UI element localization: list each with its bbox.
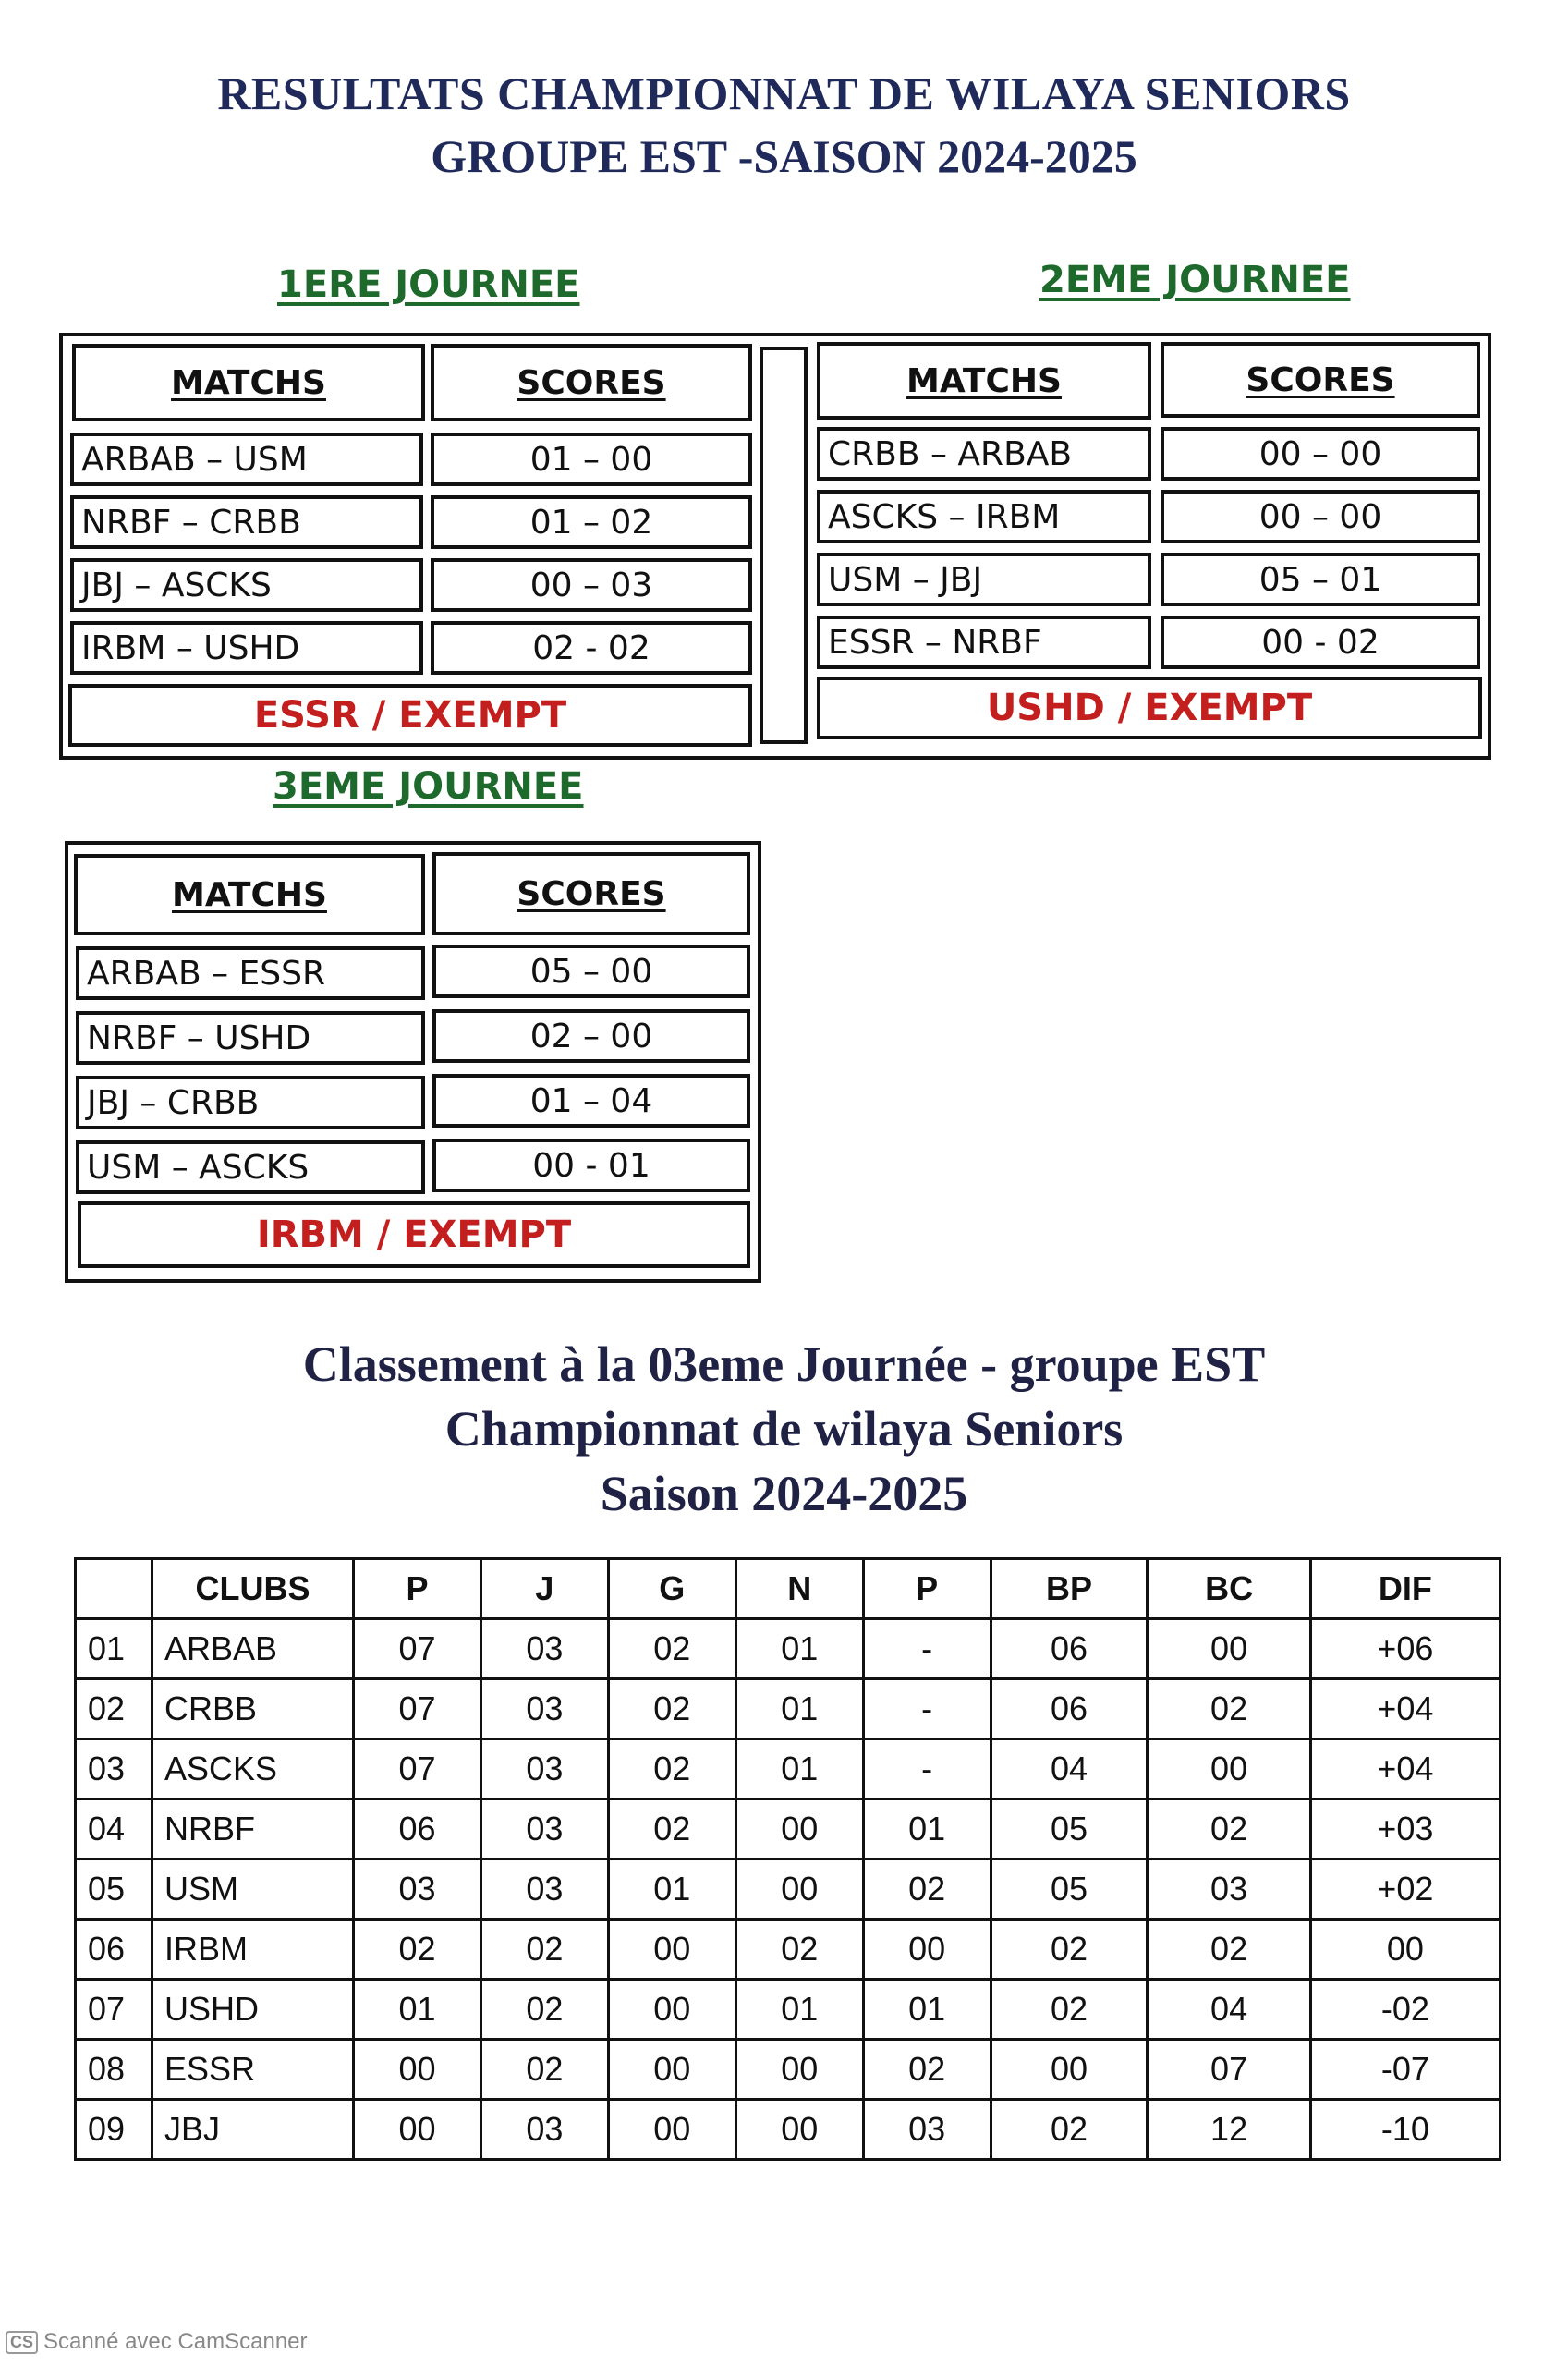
standings-bp-cell: 05 [991, 1799, 1148, 1860]
standings-nuls-cell: 00 [735, 1799, 863, 1860]
standings-perdus-cell: 00 [863, 1920, 991, 1980]
standings-bp-cell: 02 [991, 1920, 1148, 1980]
standings-nuls-cell: 02 [735, 1920, 863, 1980]
classement-title-1: Classement à la 03eme Journée - groupe EST [302, 1336, 1266, 1392]
journee-1-score-4: 02 - 02 [431, 621, 752, 675]
standings-row [76, 2040, 1501, 2100]
journee-1-match-3: JBJ – ASCKS [70, 558, 423, 612]
journee-3-exempt: IRBM / EXEMPT [78, 1201, 750, 1268]
standings-bc-cell: 12 [1148, 2100, 1310, 2160]
standings-gagnes-cell: 02 [608, 1799, 735, 1860]
col-nuls: N [735, 1559, 863, 1619]
standings-row [76, 1679, 1501, 1739]
col-gagnes: G [608, 1559, 735, 1619]
standings-dif-cell: +02 [1310, 1860, 1500, 1920]
standings-nuls-cell: 01 [735, 1619, 863, 1679]
standings-perdus-cell: 02 [863, 1860, 991, 1920]
standings-row [76, 1980, 1501, 2040]
journee-1-score-1: 01 – 00 [431, 433, 752, 486]
standings-bc-cell: 02 [1148, 1799, 1310, 1860]
standings-gagnes-cell: 00 [608, 1920, 735, 1980]
standings-rank-cell: 02 [76, 1679, 152, 1739]
journee-3-score-4: 00 - 01 [432, 1139, 750, 1192]
journee-3-title: 3EME JOURNEE [273, 765, 584, 808]
standings-nuls-cell: 01 [735, 1739, 863, 1799]
standings-bp-cell: 06 [991, 1619, 1148, 1679]
standings-dif-cell: -10 [1310, 2100, 1500, 2160]
standings-club-cell: JBJ [152, 2100, 354, 2160]
standings-joues-cell: 03 [480, 1619, 608, 1679]
journee-2-scores-header: SCORES [1161, 342, 1480, 418]
journee-3-scores-header: SCORES [432, 852, 750, 935]
journee-1-matchs-header: MATCHS [72, 344, 425, 421]
standings-club-cell: USHD [152, 1980, 354, 2040]
standings-points-cell: 07 [354, 1739, 481, 1799]
col-dif: DIF [1310, 1559, 1500, 1619]
journee-2-exempt: USHD / EXEMPT [817, 677, 1482, 739]
standings-bp-cell: 02 [991, 1980, 1148, 2040]
standings-row [76, 1920, 1501, 1980]
standings-gagnes-cell: 02 [608, 1619, 735, 1679]
standings-bp-cell: 00 [991, 2040, 1148, 2100]
standings-rank-cell: 08 [76, 2040, 152, 2100]
standings-nuls-cell: 01 [735, 1679, 863, 1739]
standings-gagnes-cell: 00 [608, 2100, 735, 2160]
page-title-line-2: GROUPE EST -SAISON 2024-2025 [431, 130, 1137, 182]
standings-joues-cell: 02 [480, 1920, 608, 1980]
col-points: P [354, 1559, 481, 1619]
col-rank [76, 1559, 152, 1619]
standings-row [76, 1739, 1501, 1799]
standings-joues-cell: 03 [480, 1799, 608, 1860]
standings-gagnes-cell: 02 [608, 1739, 735, 1799]
standings-rank-cell: 04 [76, 1799, 152, 1860]
journee-3-score-2: 02 – 00 [432, 1009, 750, 1063]
journee-3-score-1: 05 – 00 [432, 945, 750, 998]
standings-club-cell: ASCKS [152, 1739, 354, 1799]
standings-header-row [76, 1559, 1501, 1619]
standings-joues-cell: 03 [480, 1739, 608, 1799]
standings-dif-cell: +04 [1310, 1679, 1500, 1739]
standings-joues-cell: 03 [480, 1679, 608, 1739]
journee-3-match-3: JBJ – CRBB [76, 1076, 425, 1129]
standings-row [76, 2100, 1501, 2160]
journee-2-match-3: USM – JBJ [817, 553, 1151, 606]
journee-2-match-4: ESSR – NRBF [817, 616, 1151, 669]
journee-1-match-1: ARBAB – USM [70, 433, 423, 486]
scanner-footer-text: Scanné avec CamScanner [43, 2329, 308, 2354]
standings-points-cell: 00 [354, 2040, 481, 2100]
standings-perdus-cell: 01 [863, 1980, 991, 2040]
standings-table [74, 1557, 1501, 2161]
standings-bc-cell: 00 [1148, 1619, 1310, 1679]
journee-3-matchs-header: MATCHS [74, 854, 425, 935]
standings-rank-cell: 06 [76, 1920, 152, 1980]
standings-dif-cell: 00 [1310, 1920, 1500, 1980]
standings-points-cell: 00 [354, 2100, 481, 2160]
camscanner-icon: CS [6, 2331, 38, 2354]
journee-2-match-1: CRBB – ARBAB [817, 427, 1151, 481]
journee-2-score-1: 00 – 00 [1161, 427, 1480, 481]
col-perdus: P [863, 1559, 991, 1619]
journee-1-score-3: 00 – 03 [431, 558, 752, 612]
standings-bc-cell: 04 [1148, 1980, 1310, 2040]
standings-perdus-cell: 01 [863, 1799, 991, 1860]
standings-bc-cell: 03 [1148, 1860, 1310, 1920]
standings-points-cell: 01 [354, 1980, 481, 2040]
col-clubs: CLUBS [152, 1559, 354, 1619]
standings-club-cell: ARBAB [152, 1619, 354, 1679]
journee-2-title: 2EME JOURNEE [1039, 259, 1351, 301]
col-bp: BP [991, 1559, 1148, 1619]
standings-bc-cell: 02 [1148, 1920, 1310, 1980]
standings-points-cell: 06 [354, 1799, 481, 1860]
journee-2-match-2: ASCKS – IRBM [817, 490, 1151, 543]
standings-dif-cell: +06 [1310, 1619, 1500, 1679]
standings-row [76, 1799, 1501, 1860]
standings-perdus-cell: - [863, 1619, 991, 1679]
standings-bc-cell: 00 [1148, 1739, 1310, 1799]
standings-points-cell: 07 [354, 1619, 481, 1679]
journee-1-scores-header: SCORES [431, 344, 752, 421]
journee-1-match-2: NRBF – CRBB [70, 495, 423, 549]
standings-dif-cell: -02 [1310, 1980, 1500, 2040]
standings-dif-cell: +04 [1310, 1739, 1500, 1799]
standings-nuls-cell: 00 [735, 1860, 863, 1920]
page-title-line-1: RESULTATS CHAMPIONNAT DE WILAYA SENIORS [217, 67, 1351, 119]
scanner-footer [6, 2329, 308, 2355]
standings-nuls-cell: 00 [735, 2040, 863, 2100]
standings-gagnes-cell: 00 [608, 2040, 735, 2100]
standings-perdus-cell: 03 [863, 2100, 991, 2160]
standings-nuls-cell: 00 [735, 2100, 863, 2160]
col-joues: J [480, 1559, 608, 1619]
standings-rank-cell: 01 [76, 1619, 152, 1679]
standings-dif-cell: -07 [1310, 2040, 1500, 2100]
standings-perdus-cell: - [863, 1739, 991, 1799]
journees-separator [760, 347, 808, 744]
classement-title-2: Championnat de wilaya Seniors [444, 1401, 1124, 1457]
journee-3-match-1: ARBAB – ESSR [76, 946, 425, 1000]
journee-3-match-4: USM – ASCKS [76, 1140, 425, 1194]
standings-rank-cell: 07 [76, 1980, 152, 2040]
standings-nuls-cell: 01 [735, 1980, 863, 2040]
journee-1-title: 1ERE JOURNEE [277, 263, 580, 306]
journee-2-score-3: 05 – 01 [1161, 553, 1480, 606]
standings-club-cell: ESSR [152, 2040, 354, 2100]
journee-3-score-3: 01 – 04 [432, 1074, 750, 1128]
journee-2-matchs-header: MATCHS [817, 342, 1151, 420]
standings-perdus-cell: - [863, 1679, 991, 1739]
standings-bp-cell: 04 [991, 1739, 1148, 1799]
journee-1-score-2: 01 – 02 [431, 495, 752, 549]
standings-gagnes-cell: 00 [608, 1980, 735, 2040]
standings-row [76, 1860, 1501, 1920]
standings-rank-cell: 09 [76, 2100, 152, 2160]
standings-club-cell: NRBF [152, 1799, 354, 1860]
standings-club-cell: CRBB [152, 1679, 354, 1739]
journee-3-match-2: NRBF – USHD [76, 1011, 425, 1065]
standings-points-cell: 02 [354, 1920, 481, 1980]
journee-2-score-4: 00 - 02 [1161, 616, 1480, 669]
standings-joues-cell: 03 [480, 1860, 608, 1920]
standings-gagnes-cell: 01 [608, 1860, 735, 1920]
journee-2-score-2: 00 – 00 [1161, 490, 1480, 543]
standings-bc-cell: 02 [1148, 1679, 1310, 1739]
standings-row [76, 1619, 1501, 1679]
standings-bc-cell: 07 [1148, 2040, 1310, 2100]
col-bc: BC [1148, 1559, 1310, 1619]
standings-bp-cell: 05 [991, 1860, 1148, 1920]
journee-1-exempt: ESSR / EXEMPT [68, 684, 752, 747]
journee-1-match-4: IRBM – USHD [70, 621, 423, 675]
standings-joues-cell: 03 [480, 2100, 608, 2160]
standings-rank-cell: 03 [76, 1739, 152, 1799]
standings-perdus-cell: 02 [863, 2040, 991, 2100]
standings-club-cell: USM [152, 1860, 354, 1920]
classement-title-3: Saison 2024-2025 [600, 1466, 968, 1521]
standings-bp-cell: 02 [991, 2100, 1148, 2160]
standings-club-cell: IRBM [152, 1920, 354, 1980]
standings-points-cell: 07 [354, 1679, 481, 1739]
standings-joues-cell: 02 [480, 1980, 608, 2040]
standings-points-cell: 03 [354, 1860, 481, 1920]
standings-dif-cell: +03 [1310, 1799, 1500, 1860]
standings-rank-cell: 05 [76, 1860, 152, 1920]
standings-gagnes-cell: 02 [608, 1679, 735, 1739]
standings-joues-cell: 02 [480, 2040, 608, 2100]
standings-bp-cell: 06 [991, 1679, 1148, 1739]
